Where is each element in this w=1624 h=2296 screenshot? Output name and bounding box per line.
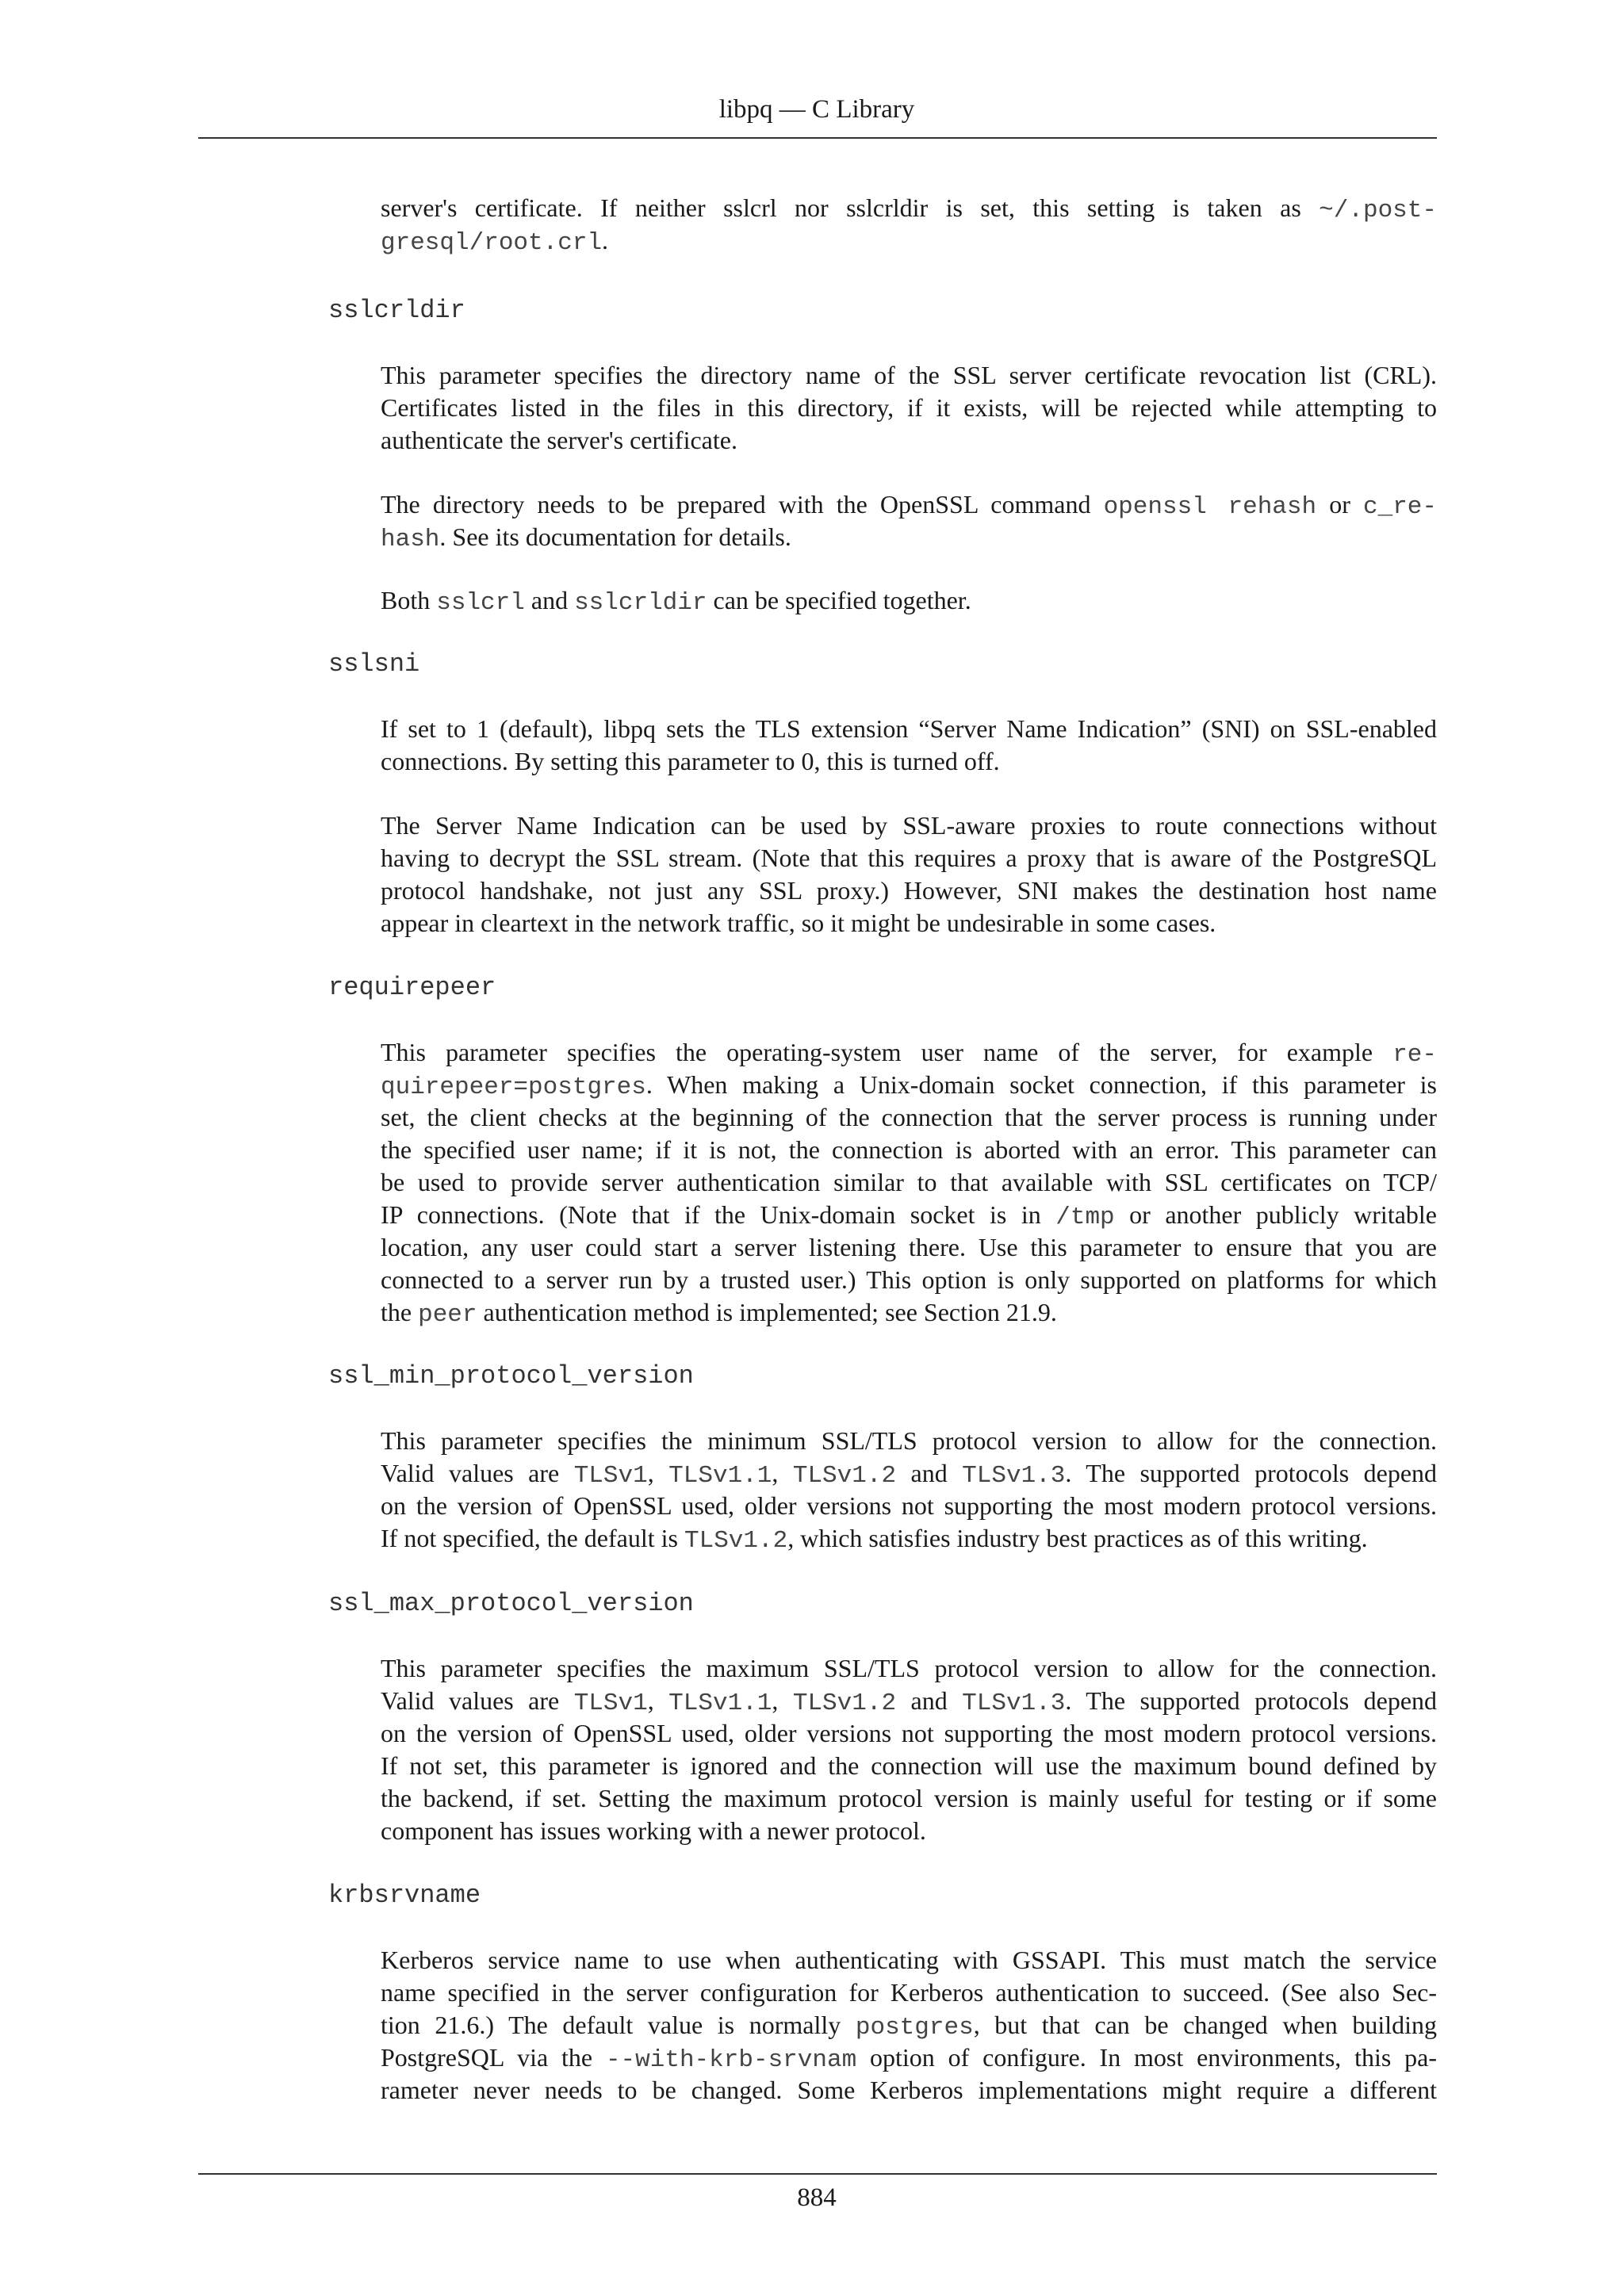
term-ssl-min-protocol-version: ssl_min_protocol_version bbox=[328, 1361, 694, 1391]
paragraph-sslcrldir-rehash: The directory needs to be prepared with the OpenSSL command openssl rehash or c_re- hash. See its documentation for details. bbox=[381, 490, 1437, 553]
term-sslsni: sslsni bbox=[328, 649, 420, 679]
paragraph-krbsrvname-desc: Kerberos service name to use when authenticating with GSSAPI. This must match the service name specified in the server configuration for Kerberos authentication to succeed. (See also Sec- tion 21.6.) The default value is normally postgres, but that can be changed when building PostgreSQL via the --with-krb-srvnam option of configure. In most environments, this pa- rameter never needs to be changed. Some Kerberos implementations might require a different bbox=[381, 1946, 1438, 2104]
term-sslcrldir: sslcrldir bbox=[328, 296, 465, 325]
page-number: 884 bbox=[797, 2183, 837, 2212]
paragraph-sslsni-desc: If set to 1 (default), libpq sets the TLS extension “Server Name Indication” (SNI) on SSL-enabled connections. By setting this parameter to 0, this is turned off. bbox=[381, 714, 1437, 775]
paragraph-ssl-min-desc: This parameter specifies the minimum SSL/TLS protocol version to allow for the connection. Valid values are TLSv1, TLSv1.1, TLSv1.2 and TLSv1.3. The supported protocols depend on the version of OpenSSL used, older versions not supporting the most modern protocol versions. If not specified, the default is TLSv1.2, which satisfies industry best practices as of this writing. bbox=[381, 1426, 1438, 1555]
running-header: libpq — C Library bbox=[718, 95, 915, 124]
paragraph-ssl-max-desc: This parameter specifies the maximum SSL/TLS protocol version to allow for the connection. Valid values are TLSv1, TLSv1.1, TLSv1.2 and TLSv1.3. The supported protocols depend on the version of OpenSSL used, older versions not supporting the most modern protocol versions. If not set, this parameter is ignored and the connection will use the maximum bound defined by the backend, if set. Setting the maximum protocol version is mainly useful for testing or if some component has issues working with a newer protocol. bbox=[381, 1654, 1438, 1845]
paragraph-crl-continued: server's certificate. If neither sslcrl nor sslcrldir is set, this setting is taken as ~/.post- gresql/root.crl. bbox=[381, 193, 1437, 257]
term-requirepeer: requirepeer bbox=[328, 973, 496, 1002]
paragraph-sslcrl-both: Both sslcrl and sslcrldir can be specified together. bbox=[381, 586, 971, 617]
term-krbsrvname: krbsrvname bbox=[328, 1881, 481, 1910]
paragraph-requirepeer-desc: This parameter specifies the operating-system user name of the server, for example re- quirepeer=postgres. When making a Unix-domain socket connection, if this parameter is set, the client checks at the beginning of the connection that the server process is running under the specified user name; if it is not, the connection is aborted with an error. This parameter can be used to provide server authentication similar to that available with SSL certificates on TCP/ IP connections. (Note that if the Unix-domain socket is in /tmp or another publicly writable location, any user could start a server listening there. Use this parameter to ensure that you are connected to a server run by a trusted user.) This option is only supported on platforms for which the peer authentication method is implemented; see Section 21.9. bbox=[381, 1038, 1438, 1329]
header-rule bbox=[198, 137, 1437, 139]
paragraph-sslsni-proxies: The Server Name Indication can be used by SSL-aware proxies to route connections without having to decrypt the SSL stream. (Note that this requires a proxy that is aware of the PostgreSQL protocol handshake, not just any SSL proxy.) However, SNI makes the destination host name appear in cleartext in the network traffic, so it might be undesirable in some cases. bbox=[381, 811, 1437, 937]
paragraph-sslcrldir-desc: This parameter specifies the directory name of the SSL server certificate revocation list (CRL). Certificates listed in the files in this directory, if it exists, will be rejected while attempting to authenticate the server's certificate. bbox=[381, 361, 1437, 454]
term-ssl-max-protocol-version: ssl_max_protocol_version bbox=[328, 1589, 694, 1618]
footer-rule bbox=[198, 2173, 1437, 2175]
